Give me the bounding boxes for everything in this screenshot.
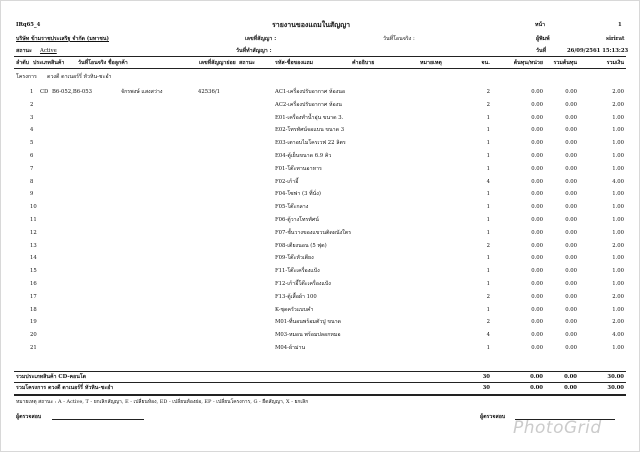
project-name: ดวงดี ดาเนอร์รี่ หัวหิน-ชะอำ [47,74,112,80]
printed-by: sirirat [606,36,625,42]
row-cost: 0.00 [531,268,543,275]
row-total-cost: 0.00 [565,293,577,300]
row-cost: 0.00 [531,293,543,300]
row-no: 6 [30,153,34,159]
company-name: บริษัท ข้ามราชประเสริฐ จำกัด (มหาชน) [16,36,109,42]
row-qty: 2 [486,242,490,249]
row-cost: 0.00 [531,281,543,287]
row-qty: 1 [486,217,490,223]
subtotal-cost: 0.00 [530,374,543,380]
project-total-price: 30.00 [607,385,624,391]
row-price: 1.00 [612,217,624,223]
row-item: F11-โต๊ะเครื่องแป้ง [275,268,320,275]
row-qty: 1 [486,127,490,134]
row-customer: จักรพงษ์ แสงสว่าง [121,89,163,95]
row-qty: 1 [486,165,490,172]
row-cost: 0.00 [531,332,543,339]
signature-left-line [52,419,144,420]
row-qty: 1 [486,204,490,211]
row-cost: 0.00 [531,165,543,172]
row-total-cost: 0.00 [565,281,577,287]
row-no: 5 [30,140,34,147]
report-code: IRq65_4 [16,22,41,28]
row-item: K-ชุดครัวแบบคำ [275,306,314,313]
row-total-cost: 0.00 [565,101,577,108]
row-qty: 2 [486,89,490,95]
row-qty: 1 [486,345,490,351]
subtotal-total-cost: 0.00 [564,374,577,380]
row-no: 3 [30,114,34,121]
col-qty: จน. [481,60,490,66]
row-cost: 0.00 [531,306,543,313]
row-item: F05-โต๊ะกลาง [275,204,309,211]
row-no: 15 [30,268,37,275]
row-item: F06-ตู้วางโทรทัศน์ [275,217,319,223]
row-total-cost: 0.00 [565,332,577,339]
row-price: 1.00 [612,345,624,351]
contract-date-label: วันที่ทำสัญญา : [236,48,272,54]
row-price: 1.00 [612,204,624,211]
row-no: 13 [30,242,37,249]
col-status: สถานะ [239,60,255,66]
row-qty: 1 [486,114,490,121]
row-cost: 0.00 [531,127,543,134]
project-total-cost: 0.00 [530,385,543,391]
row-item: AC1-เครื่องปรับอากาศ ห้องนอ [275,89,346,95]
transfer-date-label: วันที่โอนจริง : [383,36,415,42]
row-item: E02-โทรทัศน์จอแบน ขนาด 3 [275,127,345,134]
grand-total-rule [14,394,626,396]
row-price: 1.00 [612,306,624,313]
row-total-cost: 0.00 [565,127,577,134]
row-qty: 4 [486,178,490,185]
row-price: 1.00 [612,114,624,121]
report-title: รายงานของแถมในสัญญา [272,20,351,29]
status-footnote: หมายเหตุ สถานะ : A - Active, T - ยกเลิกสัญญา, E - เปลี่ยนห้อง, ED - เปลี่ยนห้องย่อ, EP - เปลี่ยนโครงการ, G - ยืดสัญญา, X - ยกเลิก [16,399,309,405]
row-price: 2.00 [612,101,624,108]
row-qty: 1 [486,140,490,147]
row-item: AC2-เครื่องปรับอากาศ ห้องน [275,101,342,108]
row-qty: 2 [486,293,490,300]
row-item: E03-เตาอบไมโครเวฟ 22 ลิตร [275,140,346,147]
row-type: CD [40,89,49,95]
row-price: 1.00 [612,268,624,275]
row-total-cost: 0.00 [565,268,577,275]
project-label: โครงการ [16,74,37,80]
row-qty: 1 [486,153,490,159]
row-item: F12-เก้าอี้โต๊ะเครื่องแป้ง [275,281,331,287]
project-total-total-cost: 0.00 [564,385,577,391]
subtotal-price: 30.00 [607,374,624,380]
row-qty: 1 [486,191,490,198]
row-cost: 0.00 [531,204,543,211]
row-no: 9 [30,191,34,198]
row-cost: 0.00 [531,242,543,249]
row-no: 8 [30,178,34,185]
row-cost: 0.00 [531,191,543,198]
row-cost: 0.00 [531,255,543,262]
row-total-cost: 0.00 [565,217,577,223]
row-price: 1.00 [612,255,624,262]
row-cost: 0.00 [531,229,543,236]
col-transfer-date: วันที่โอนจริง [78,60,107,66]
row-cost: 0.00 [531,114,543,121]
row-unit: B6-052,B6-053 [52,89,93,95]
row-no: 7 [30,165,34,172]
row-total-cost: 0.00 [565,89,577,95]
status-label: สถานะ [16,48,32,54]
signature-left-label: ผู้ตรวจสอบ [16,414,42,420]
project-total-label: รวมโครงการ ดวงดี ดาเนอร์รี่ หัวหิน-ชะอำ [16,385,114,391]
row-no: 17 [30,293,37,300]
col-price: รวมเงิน [606,60,624,66]
row-total-cost: 0.00 [565,345,577,351]
col-unit: สินค้า [51,60,65,66]
row-cost: 0.00 [531,140,543,147]
col-id: ลำดับ [16,60,30,66]
row-item: M03-หมอน พร้อมปลอกหมอ [275,332,341,339]
row-qty: 1 [486,268,490,275]
row-cost: 0.00 [531,217,543,223]
subtotal-rule [14,371,626,372]
row-item: F07-ชั้นวางของแขวนติดผนังใตร [275,229,352,236]
col-remark: หมายเหตุ [420,60,442,66]
col-cost: ต้นทุน/หน่วย [513,60,543,66]
row-item: F13-ตู้เสื้อผ้า 100 [275,293,317,300]
row-no: 16 [30,281,37,287]
row-total-cost: 0.00 [565,153,577,159]
row-total-cost: 0.00 [565,255,577,262]
row-qty: 2 [486,319,490,326]
row-item: M01-ที่นอนพร้อมตัวปู ขนาด [275,319,341,326]
col-item: รหัส-ชื่อของแถม [275,60,314,66]
project-total-rule [14,382,626,383]
row-no: 19 [30,319,37,326]
row-cost: 0.00 [531,319,543,326]
page-label: หน้า [535,22,546,28]
row-item: F04-โซฟา (3 ที่นั่ง) [275,191,321,198]
row-no: 18 [30,306,37,313]
row-cost: 0.00 [531,178,543,185]
subtotal-qty: 30 [482,374,490,380]
row-qty: 2 [486,101,490,108]
row-no: 14 [30,255,37,262]
row-price: 1.00 [612,165,624,172]
row-no: 10 [30,204,37,211]
row-price: 1.00 [612,191,624,198]
signature-right-label: ผู้ตรวจสอบ [480,414,506,420]
col-total-cost: รวมต้นทุน [553,60,577,66]
page-number: 1 [618,22,622,28]
row-total-cost: 0.00 [565,306,577,313]
date-label: วันที่ [536,48,547,54]
row-qty: 1 [486,306,490,313]
col-type: ประเภท [33,60,51,66]
photogrid-watermark: PhotoGrid [513,418,602,438]
row-no: 20 [30,332,37,339]
column-header-rule [14,68,626,69]
row-item: M04-ผ้าม่าน [275,345,306,351]
contract-no-label: เลขที่สัญญา : [245,36,277,42]
row-price: 4.00 [612,178,624,185]
row-price: 1.00 [612,281,624,287]
col-note: คำอธิบาย [352,60,375,66]
row-total-cost: 0.00 [565,165,577,172]
row-no: 2 [30,101,34,108]
header-rule [14,56,626,57]
row-price: 4.00 [612,332,624,339]
row-price: 1.00 [612,153,624,159]
row-cost: 0.00 [531,101,543,108]
row-item: E01-เครื่องทำน้ำอุ่น ขนาด 3. [275,114,344,121]
project-total-qty: 30 [482,385,490,391]
row-item: F09-โต๊ะหัวเตียง [275,255,314,262]
row-total-cost: 0.00 [565,229,577,236]
row-total-cost: 0.00 [565,319,577,326]
row-total-cost: 0.00 [565,191,577,198]
row-no: 4 [30,127,34,134]
row-qty: 1 [486,255,490,262]
row-cost: 0.00 [531,89,543,95]
row-qty: 1 [486,229,490,236]
subtotal-label: รวมประเภทสินค้า CD-คอนโด [16,374,87,380]
row-cost: 0.00 [531,345,543,351]
printed-by-label: ผู้พิมพ์ [536,36,550,42]
row-price: 2.00 [612,242,624,249]
col-customer: ชื่อลูกค้า [108,60,128,66]
row-no: 12 [30,229,37,236]
row-price: 2.00 [612,89,624,95]
row-total-cost: 0.00 [565,204,577,211]
row-total-cost: 0.00 [565,178,577,185]
row-total-cost: 0.00 [565,140,577,147]
row-item: E04-ตู้เย็นขนาด 6.9 คิว [275,153,332,159]
date-value: 26/09/2561 15:13:23 [567,48,629,54]
status-value: Active [40,48,57,54]
row-qty: 4 [486,332,490,339]
row-total-cost: 0.00 [565,242,577,249]
row-no: 11 [30,217,37,223]
row-total-cost: 0.00 [565,114,577,121]
row-contract-no: 42536/1 [198,89,221,95]
row-no: 21 [30,345,37,351]
row-no: 1 [30,89,34,95]
row-cost: 0.00 [531,153,543,159]
row-price: 1.00 [612,127,624,134]
row-item: F08-เตียงนอน (5 ฟุต) [275,242,327,249]
row-price: 2.00 [612,319,624,326]
row-price: 1.00 [612,140,624,147]
row-item: F02-เก้าอี้ [275,178,299,185]
row-item: F01-โต๊ะทานอาหาร [275,165,322,172]
row-qty: 1 [486,281,490,287]
col-contract-no: เลขที่สัญญาย่อย [199,60,236,66]
row-price: 1.00 [612,229,624,236]
row-price: 2.00 [612,293,624,300]
